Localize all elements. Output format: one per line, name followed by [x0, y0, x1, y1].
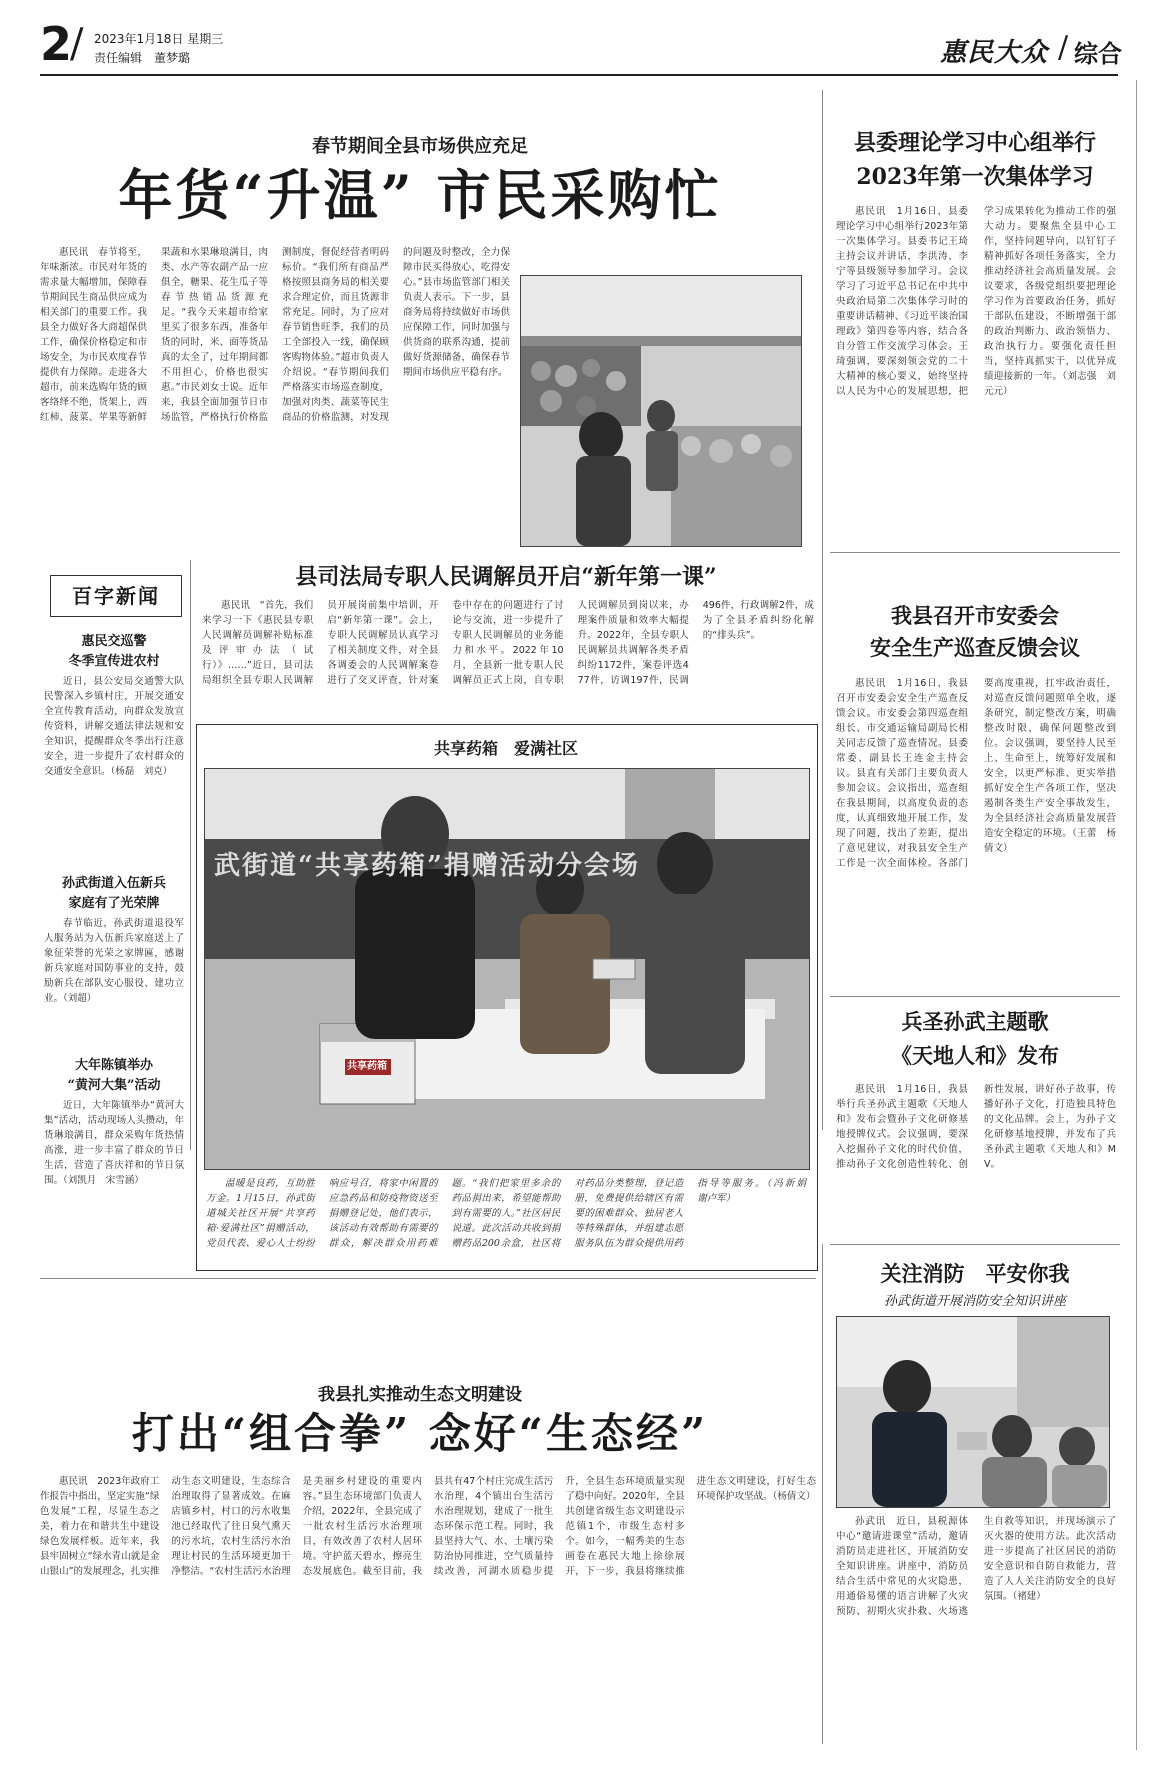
eco-kicker: 我县扎实推动生态文明建设 — [318, 1385, 522, 1405]
sidebar-item-1-title-2: 冬季宣传进农村 — [68, 654, 160, 669]
sidebar-item-3-title-1: 大年陈镇举办 — [74, 1058, 153, 1073]
section-name: 综合 — [1074, 39, 1122, 68]
fire-subhead: 孙武街道开展消防安全知识讲座 — [883, 1294, 1066, 1309]
mediation-headline: 县司法局专职人民调解员开启“新年第一课” — [295, 564, 717, 590]
photo-medicine-donation — [204, 768, 810, 1170]
safety-top-rule — [830, 552, 1120, 553]
song-headline-2: 《天地人和》发布 — [891, 1043, 1059, 1068]
photo-caption: 温暖是良药，互助胜万金。1月15日，孙武街道城关社区开展“共享药箱·爱满社区”捐赠活动，党员代表、爱心人士纷纷响应号召，将家中闲置的应急药品和防疫物资送至捐赠登记处，他们表示，该活动有效帮助有需要的群众，解决群众用药难题。“我们把家里多余的药品捐出来，希望能帮助到有需要的人。”社区居民说道。此次活动共收到捐赠药品200余盒，社区将对药品分类整理，登记造册，免费提供给辖区有需要的困难群众、独居老人等特殊群体，并组建志愿服务队伍为群众提供用药指导等服务。（冯新娟 谢卢军） — [206, 1178, 816, 1249]
safety-body: 惠民讯 1月16日，我县召开市安委会安全生产巡查反馈会议。市安委会第四巡查组组长、市交通运输局副局长相关同志反馈了巡查情况。县委常委、副县长王连金主持会议。县直有关部门主要负责人参加会议。会议指出，巡查组在我县期间，以高度负责的态度，认真细致地开展工作，发现了问题，找出了差距，提出了意见建议，对我县安全生产工作是一次全面体检。各部门要高度重视，扛牢政治责任，对巡查反馈问题照单全收，逐条研究，制定整改方案，明确整改时限，确保问题整改到位。会议强调，要坚持人民至上、生命至上，统筹好发展和安全，以更严标准、更实举措抓好安全生产各项工作，坚决遏制各类生产安全事故发生，为全县经济社会高质量发展营造安全稳定的环境。（王蕾 杨倩文） — [836, 678, 1116, 869]
page-number: 2 — [40, 17, 73, 71]
date-line: 2023年1月18日 星期三 — [94, 32, 224, 46]
photo-story-title: 共享药箱 爱满社区 — [433, 739, 578, 758]
header-rule — [40, 74, 1118, 76]
fire-top-rule — [830, 1244, 1120, 1245]
column-rule-right — [822, 90, 823, 1130]
sidebar-item-3-body: 近日，大年陈镇举办“黄河大集”活动，活动现场人头攒动，年货琳琅满目，群众采购年货热情高涨，进一步丰富了群众的节日生活，营造了喜庆祥和的节日氛围。（刘凯月 宋雪涵） — [44, 1100, 184, 1186]
fire-lecture-photo — [836, 1316, 1110, 1508]
photo-banner-text: 武街道“共享药箱”捐赠活动分会场 — [214, 851, 640, 881]
mediation-body: 惠民讯 “首先，我们来学习一下《惠民县专职人民调解员调解补贴标准及评审办法（试行）》……”近日，县司法局组织全县专职人民调解员开展岗前集中培训，开启“新年第一课”。会上，专职人民调解员认真学习了相关制度文件，对全县各调委会的人民调解案卷进行了交叉评查，针对案卷中存在的问题进行了讨论与交流，进一步提升了专职人民调解员的业务能力和水平。2022年10月，全县新一批专职人民调解员正式上岗，自专职人民调解员到岗以来，办理案件质量和效率大幅提升。2022年，全县专职人民调解员共调解各类矛盾纠纷1172件，案卷评选477件，访调197件，民调496件，行政调解2件，成为了全县矛盾纠纷化解的“排头兵”。 — [202, 600, 814, 686]
study-body: 惠民讯 1月16日，县委理论学习中心组举行2023年第一次集体学习。县委书记王琦主持会议并讲话，李洪涛、李宁等县级领导参加学习。会议学习了习近平总书记在中共中央政治局第二次集体学习时的重要讲话精神、《习近平谈治国理政》第四卷等内容，结合各自分管工作交流学习体会。王琦强调，要深刻领会党的二十大精神的核心要义，始终坚持以人民为中心的发展思想，把学习成果转化为推动工作的强大动力。要聚焦全县中心工作，坚持问题导向，以钉钉子精神抓好各项任务落实，全力推动经济社会高质量发展。会议要求，各级党组织要把理论学习作为首要政治任务，抓好干部队伍建设，不断增强干部的政治判断力、政治领悟力、政治执行力。要强化责任担当，坚持真抓实干，以优异成绩迎接新的一年。（刘志强 刘元元） — [836, 206, 1116, 397]
sidebar-logo: 百字新闻 — [50, 575, 182, 617]
sidebar-item-2-title-1: 孙武街道入伍新兵 — [61, 876, 166, 891]
song-headline-1: 兵圣孙武主题歌 — [901, 1009, 1049, 1034]
study-credit: （刘志强 刘元元） — [984, 371, 1116, 397]
medicine-box-label: 共享药箱 — [347, 1061, 387, 1072]
header-slash: / — [70, 21, 84, 67]
eco-headline: 打出“组合拳” 念好“生态经” — [131, 1409, 709, 1458]
sidebar-item-3-title-2: “黄河大集”活动 — [67, 1078, 161, 1093]
lead-photo-supermarket — [520, 275, 802, 547]
eco-top-rule — [40, 1278, 816, 1279]
eco-column-rule — [822, 1244, 823, 1744]
study-headline-1: 县委理论学习中心组举行 — [853, 130, 1096, 156]
lead-kicker: 春节期间全县市场供应充足 — [312, 136, 528, 157]
eco-body: 惠民讯 2023年政府工作报告中指出，坚定实施“绿色发展”工程，尽显生态之美，着力在和谐共生中建设绿色发展样板。近年来，我县牢固树立“绿水青山就是金山银山”的发展理念，扎实推动生态文明建设，生态综合治理取得了显著成效。在麻店镇乡村，村口的污水收集池已经取代了往日臭气熏天的污水坑，农村生活污水治理让村民的生活环境更加干净整洁。“农村生活污水治理是美丽乡村建设的重要内容。”县生态环境部门负责人介绍，2022年，全县完成了一批农村生活污水治理项目，有效改善了农村人居环境。守护蓝天碧水，擦亮生态发展底色。截至目前，我县共有47个村庄完成生活污水治理，4个镇出台生活污水治理规划，建成了一批生态环保示范工程。同时，我县坚持大气、水、土壤污染防治协同推进，空气质量持续改善，河湖水质稳步提升，全县生态环境质量实现了稳中向好。2020年，全县共创建省级生态文明建设示范镇1个，市级生态村多个。如今，一幅秀美的生态画卷在惠民大地上徐徐展开，下一步，我县将继续推进生态文明建设，打好生态环境保护攻坚战。（杨倩文） — [40, 1476, 816, 1577]
sidebar-rule — [190, 560, 191, 1150]
study-headline-2: 2023年第一次集体学习 — [856, 164, 1094, 190]
lead-headline: 年货“升温” 市民采购忙 — [118, 163, 722, 227]
sidebar-item-2-body: 春节临近，孙武街道退役军人服务站为入伍新兵家庭送上了象征荣誉的光荣之家牌匾，感谢新兵家庭对国防事业的支持，鼓励新兵在部队安心服役、建功立业。（刘超） — [44, 918, 184, 1004]
song-top-rule — [830, 996, 1120, 997]
masthead: 惠民大众 — [940, 38, 1049, 68]
sidebar-item-1-title-1: 惠民交巡警 — [81, 634, 147, 649]
sidebar-item-1-body: 近日，县公安局交通警大队民警深入乡镇村庄，开展交通安全宣传教育活动，向群众发放宣传资料，讲解交通法律法规和安全知识，提醒群众冬季出行注意安全，进一步提升了农村群众的交通安全意识。（杨磊 刘克） — [44, 676, 184, 777]
song-body: 惠民讯 1月16日，我县举行兵圣孙武主题歌《天地人和》发布会暨孙子文化研修基地授牌仪式。会议强调，要深入挖掘孙子文化的时代价值，推动孙子文化创造性转化、创新性发展，讲好孙子故事，传播好孙子文化，打造独具特色的文化品牌。会上，为孙子文化研修基地授牌，并发布了兵圣孙武主题歌《天地人和》MV。 — [836, 1084, 1116, 1170]
lead-body: 惠民讯 春节将至，年味渐浓。市民对年货的需求量大幅增加，保障春节期间民生商品供应成为相关部门的重要工作。我县全力做好各大商超保供工作，确保价格稳定和市场安全，为市民欢度春节提供有力保障。走进各大超市，前来选购年货的顾客络绎不绝，货架上，西红柿、菠菜、苹果等新鲜果蔬和水果琳琅满目，肉类、水产等农副产品一应俱全，糖果、花生瓜子等春节热销品货源充足。“我今天来超市给家里买了很多东西，准备年货的同时，米、面等货品真的太全了，过年期间都不用担心，价格也很实惠。”市民刘女士说。近年来，我县全面加强节日市场监管，严格执行价格监测制度，督促经营者明码标价。“我们所有商品严格按照县商务局的相关要求合理定价，而且货源非常充足。同时，为了应对春节销售旺季，我们的员工全部投入一线，确保顾客购物体验。”超市负责人介绍说。“春节期间我们严格落实市场巡查制度，加强对肉类、蔬菜等民生商品的价格监测，对发现的问题及时整改，全力保障市民买得放心、吃得安心。”县市场监管部门相关负责人表示。下一步，县商务局将持续做好市场供应保障工作，同时加强与供货商的联系沟通，提前做好货源储备，确保春节期间市场供应平稳有序。 — [40, 247, 510, 423]
editor-line: 责任编辑 董梦璐 — [94, 51, 191, 65]
safety-headline-1: 我县召开市安委会 — [891, 603, 1059, 628]
safety-headline-2: 安全生产巡查反馈会议 — [870, 635, 1080, 660]
right-margin-rule — [1136, 80, 1137, 1750]
masthead-divider: / — [1058, 30, 1069, 65]
sidebar-item-2-title-2: 家庭有了光荣牌 — [68, 896, 160, 911]
fire-headline: 关注消防 平安你我 — [880, 1261, 1070, 1286]
fire-body: 孙武讯 近日，县税源体中心“邀请进课堂”活动，邀请消防员走进社区，开展消防安全知识讲座。讲座中，消防员结合生活中常见的火灾隐患，用通俗易懂的语言讲解了火灾预防、初期火灾扑救、火场逃生自救等知识，并现场演示了灭火器的使用方法。此次活动进一步提高了社区居民的消防安全意识和自防自救能力，营造了人人关注消防安全的良好氛围。（褚建） — [836, 1516, 1116, 1617]
